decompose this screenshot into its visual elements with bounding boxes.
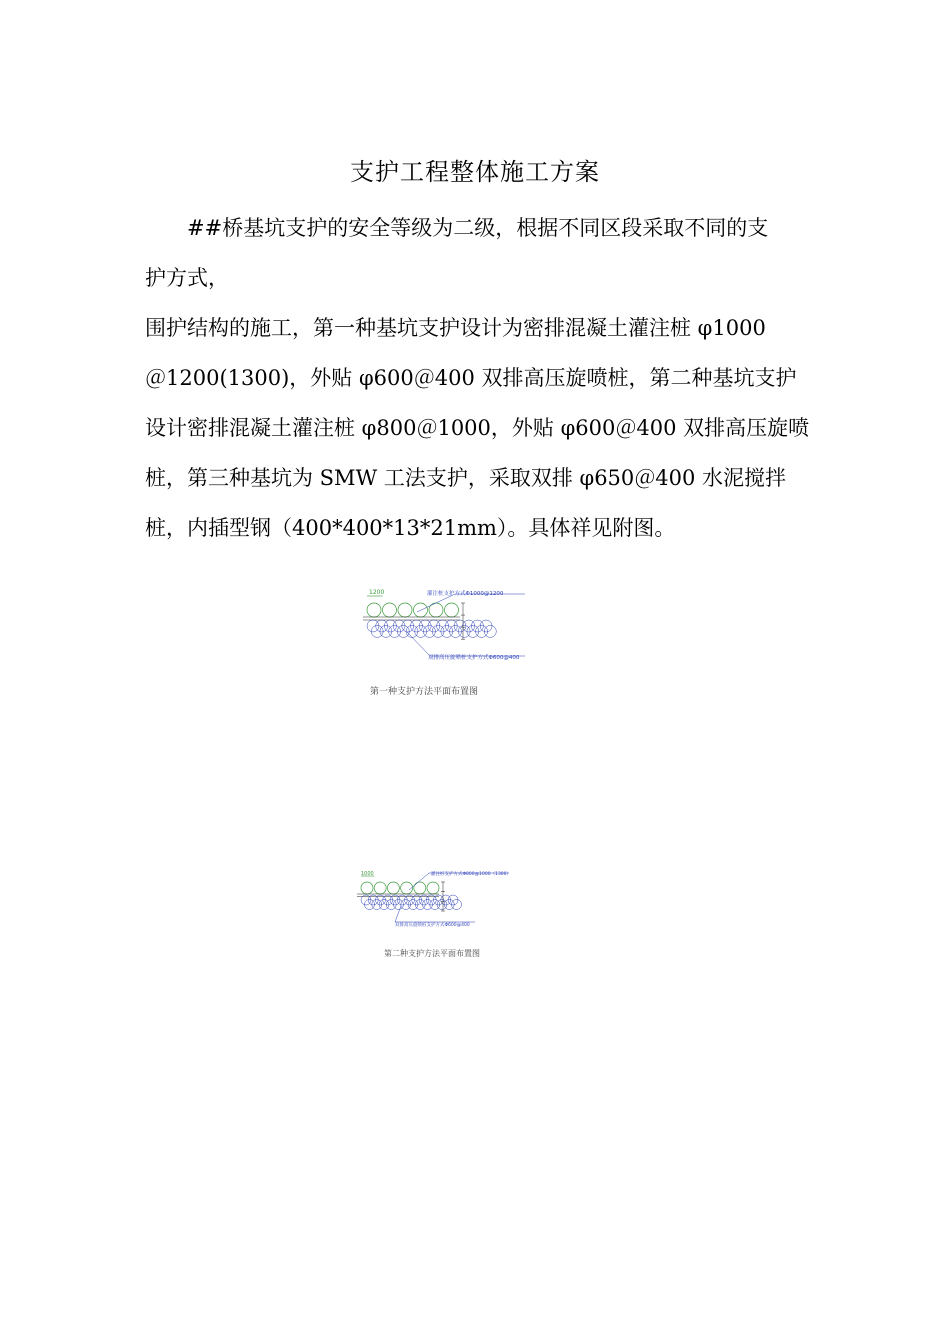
figure-2-label-top: 灌注桩支护方式Φ800@1000（1300）: [431, 872, 512, 877]
bored-pile-circle: [367, 603, 381, 617]
figure-1-pile-plan-drawing: [355, 584, 535, 666]
text-line: ＠1200(1300)，外贴 φ600＠400 双排高压旋喷桩，第二种基坑支护: [145, 366, 797, 390]
document-title: 支护工程整体施工方案: [350, 158, 600, 186]
jet-grout-pile-circle: [452, 900, 462, 910]
jet-grout-pile-circle: [448, 895, 458, 905]
leader-line: [395, 906, 475, 922]
bored-pile-circle: [361, 882, 373, 894]
text-line: 桩，内插型钢（400*400*13*21mm）。具体祥见附图。: [145, 516, 676, 540]
jet-grout-pile-circle: [480, 620, 492, 632]
paragraph-intro: [145, 203, 810, 303]
text-line: ##桥基坑支护的安全等级为二级，根据不同区段采取不同的支: [187, 216, 769, 240]
figure-1-dimension: 1200: [369, 589, 385, 596]
bored-pile-circle: [414, 603, 428, 617]
bored-pile-circle: [401, 882, 413, 894]
bored-pile-circle: [398, 603, 412, 617]
jet-grout-pile-circle: [484, 625, 496, 637]
text-line: 桩，第三种基坑为 SMW 工法支护，采取双排 φ650＠400 水泥搅拌: [145, 466, 787, 490]
text-line: 护方式，: [145, 266, 229, 290]
figure-1-label-bottom: 双排高压旋喷桩支护方式Φ600@400: [428, 655, 520, 661]
bored-pile-circle: [383, 603, 397, 617]
text-line: 围护结构的施工，第一种基坑支护设计为密排混凝土灌注桩 φ1000: [145, 316, 766, 340]
bored-pile-circle: [414, 882, 426, 894]
text-line: 设计密排混凝土灌注桩 φ800＠1000，外贴 φ600＠400 双排高压旋喷: [145, 416, 810, 440]
bored-pile-circle: [427, 882, 439, 894]
paragraph-construction: [145, 303, 810, 553]
figure-2-label-bottom: 双排高压旋喷桩支护方式Φ600@400: [395, 923, 470, 928]
bored-pile-circle: [374, 882, 386, 894]
bored-pile-circle: [445, 603, 459, 617]
figure-2-dimension: 1000: [361, 871, 374, 877]
bored-pile-circle: [387, 882, 399, 894]
figure-2-caption: 第二种支护方法平面布置图: [384, 949, 480, 958]
figure-1-caption: 第一种支护方法平面布置图: [370, 687, 479, 697]
figure-1-label-top: 灌注桩支护方式Φ1000@1200: [427, 591, 504, 597]
figure-2-pile-plan-drawing: [355, 866, 515, 932]
